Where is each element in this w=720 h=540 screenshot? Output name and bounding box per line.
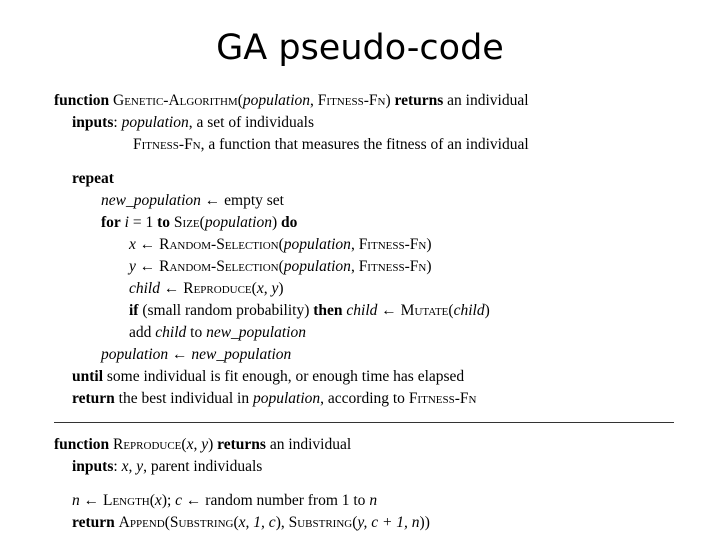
keyword-return: return xyxy=(72,514,115,531)
var-x: x xyxy=(129,236,136,253)
fn-append: Append xyxy=(118,514,165,531)
paren-close: ) xyxy=(271,214,282,231)
section-divider xyxy=(54,422,674,423)
input-description: , a function that measures the fitness of an individual xyxy=(200,136,529,153)
condition-text: (small random probability) xyxy=(138,302,314,319)
keyword-then: then xyxy=(313,302,343,319)
assign-arrow: ← xyxy=(182,492,206,509)
paren-close: ) xyxy=(426,258,432,275)
var-n: n xyxy=(369,492,378,509)
paren-open: ( xyxy=(233,514,239,531)
paren-open: ( xyxy=(199,214,205,231)
paren-open: ( xyxy=(237,92,243,109)
return-description: an individual xyxy=(447,92,529,109)
arg-population: population xyxy=(283,236,351,253)
paren-open: ( xyxy=(181,436,187,453)
input-description: , parent individuals xyxy=(143,458,263,475)
return-text-mid: , according to xyxy=(320,390,409,407)
paren-close: ); xyxy=(161,492,176,509)
input-population: population xyxy=(121,114,189,131)
text-add: add xyxy=(129,324,156,341)
args-substring-1: x, 1, c xyxy=(238,514,276,531)
paren-open: ( xyxy=(352,514,358,531)
keyword-returns: returns xyxy=(394,92,444,109)
fn-size: Size xyxy=(173,214,200,231)
fn-random-selection: Random-Selection xyxy=(159,258,279,275)
ga-select-y-line xyxy=(54,256,674,278)
arg-fitness-fn: Fitness-Fn xyxy=(358,236,427,253)
var-child: child xyxy=(129,280,160,297)
value-text: empty set xyxy=(224,192,284,209)
keyword-until: until xyxy=(72,368,104,385)
fn-length: Length xyxy=(103,492,150,509)
keyword-inputs: inputs xyxy=(72,114,114,131)
paren-close: ) xyxy=(484,302,490,319)
paren-open: ( xyxy=(278,236,284,253)
paren-close: ), xyxy=(275,514,289,531)
keyword-inputs: inputs xyxy=(72,458,114,475)
until-condition: some individual is fit enough, or enough time has elapsed xyxy=(103,368,465,385)
var-new-population: new_population xyxy=(206,324,306,341)
return-text: the best individual in xyxy=(114,390,253,407)
ga-reproduce-line xyxy=(54,278,674,300)
var-population: population xyxy=(252,390,321,407)
colon: : xyxy=(113,114,122,131)
input-description: , a set of individuals xyxy=(188,114,315,131)
var-child: child xyxy=(346,302,378,319)
assign-arrow: ← xyxy=(160,280,184,297)
comma: , xyxy=(310,92,318,109)
reproduce-pseudocode xyxy=(54,434,674,534)
ga-until-line xyxy=(54,366,674,388)
arg-population: population xyxy=(283,258,351,275)
paren-open: ( xyxy=(278,258,284,275)
paren-open: ( xyxy=(448,302,454,319)
input-fitness-fn: Fitness-Fn xyxy=(133,136,201,153)
keyword-to: to xyxy=(157,214,171,231)
paren-open: ( xyxy=(251,280,257,297)
args-x-y: x, y xyxy=(256,280,279,297)
assign-arrow: ← xyxy=(168,346,192,363)
ga-new-population-init xyxy=(54,190,674,212)
var-y: y xyxy=(129,258,136,275)
args-substring-2: y, c + 1, n xyxy=(357,514,420,531)
input-x-y: x, y xyxy=(121,458,144,475)
fn-reproduce: Reproduce xyxy=(183,280,252,297)
ga-inputs-fitness-line xyxy=(54,134,674,156)
text-to: to xyxy=(186,324,207,341)
fn-fitness-fn: Fitness-Fn xyxy=(408,390,477,407)
comma: , xyxy=(350,258,359,275)
arg-fitness-fn: Fitness-Fn xyxy=(358,258,427,275)
arg-population: population xyxy=(204,214,272,231)
keyword-do: do xyxy=(281,214,298,231)
var-i: i xyxy=(124,214,129,231)
var-new-population: new_population xyxy=(101,192,201,209)
ga-mutate-line xyxy=(54,300,674,322)
assign-arrow: ← xyxy=(200,192,225,209)
function-name: Reproduce xyxy=(113,436,182,453)
reproduce-return-line xyxy=(54,512,674,534)
paren-close: ) xyxy=(278,280,284,297)
ga-add-child-line xyxy=(54,322,674,344)
fn-random-selection: Random-Selection xyxy=(159,236,279,253)
ga-function-header xyxy=(54,90,674,112)
loop-start: = 1 xyxy=(128,214,158,231)
function-name: Genetic-Algorithm xyxy=(113,92,238,109)
paren-close: ) xyxy=(426,236,432,253)
reproduce-function-header xyxy=(54,434,674,456)
reproduce-inputs-line xyxy=(54,456,674,478)
ga-repeat-line xyxy=(54,168,674,190)
paren-close: ) xyxy=(385,92,391,109)
var-n: n xyxy=(72,492,80,509)
keyword-function: function xyxy=(54,92,110,109)
param-population: population xyxy=(242,92,311,109)
assign-arrow: ← xyxy=(135,236,160,253)
arg-x: x xyxy=(154,492,162,509)
fn-mutate: Mutate xyxy=(400,302,449,319)
assign-arrow: ← xyxy=(135,258,160,275)
keyword-function: function xyxy=(54,436,110,453)
var-new-population: new_population xyxy=(191,346,292,363)
keyword-returns: returns xyxy=(217,436,266,453)
ga-return-line xyxy=(54,388,674,410)
keyword-if: if xyxy=(129,302,139,319)
paren-open: ( xyxy=(164,514,170,531)
genetic-algorithm-pseudocode xyxy=(54,90,674,410)
fn-substring: Substring xyxy=(169,514,234,531)
assign-arrow: ← xyxy=(79,492,103,509)
param-fitness-fn: Fitness-Fn xyxy=(317,92,386,109)
ga-for-loop-line xyxy=(54,212,674,234)
args-x-y: x, y xyxy=(186,436,209,453)
random-text: random number from 1 to xyxy=(205,492,370,509)
comma: , xyxy=(350,236,359,253)
ga-inputs-line xyxy=(54,112,674,134)
keyword-repeat: repeat xyxy=(72,170,114,187)
var-c: c xyxy=(175,492,183,509)
assign-arrow: ← xyxy=(377,302,401,319)
colon: : xyxy=(113,458,122,475)
keyword-return: return xyxy=(72,390,115,407)
ga-population-update xyxy=(54,344,674,366)
var-population: population xyxy=(101,346,169,363)
paren-close: )) xyxy=(419,514,430,531)
paren-open: ( xyxy=(149,492,155,509)
var-child: child xyxy=(155,324,187,341)
reproduce-length-line xyxy=(54,490,674,512)
paren-close: ) xyxy=(208,436,214,453)
slide-title: GA pseudo-code xyxy=(216,28,504,68)
arg-child: child xyxy=(453,302,485,319)
ga-select-x-line xyxy=(54,234,674,256)
keyword-for: for xyxy=(101,214,121,231)
fn-substring: Substring xyxy=(288,514,353,531)
return-description: an individual xyxy=(269,436,352,453)
